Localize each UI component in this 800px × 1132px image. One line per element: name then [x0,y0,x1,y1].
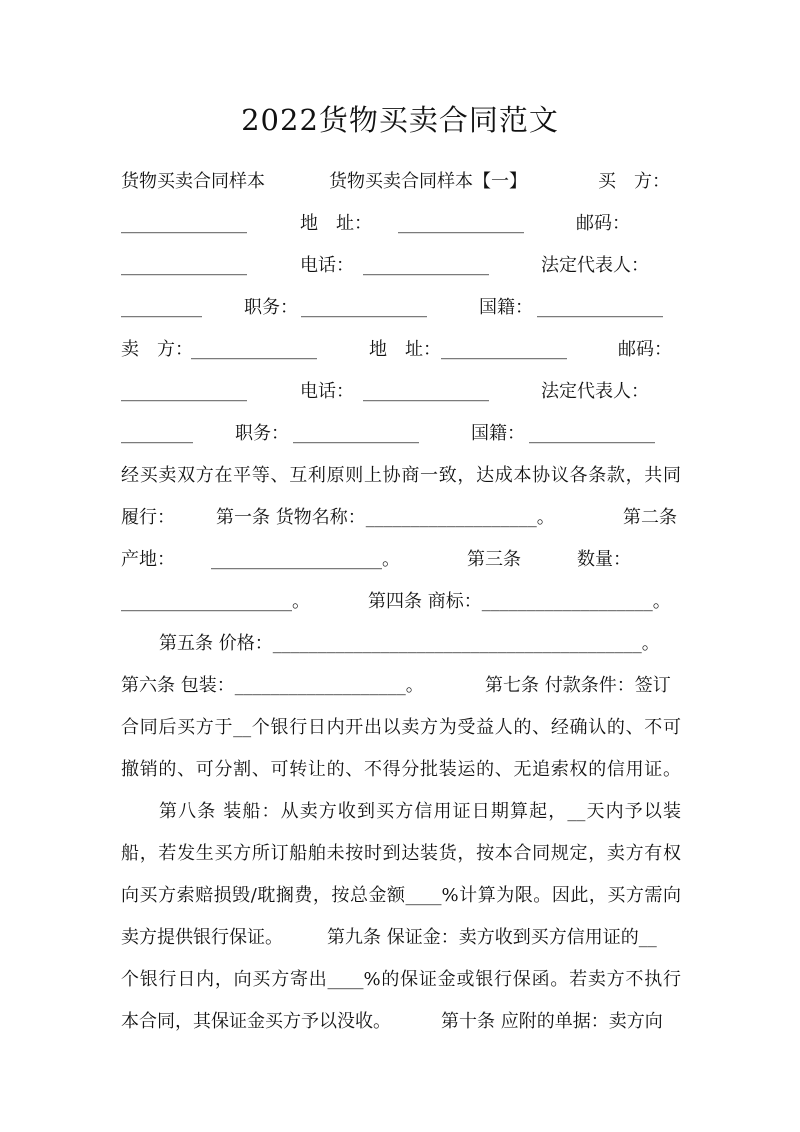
blank-field: ______________ [121,213,247,234]
blank-field: ______________ [398,213,524,234]
text-line [121,671,681,701]
text-segment: 职务： [244,297,298,318]
blank-field: ______________ [441,339,567,360]
text-segment: 法定代表人： [541,381,649,402]
text-segment: 第九条 保证金：卖方收到买方信用证的__ [327,927,657,948]
text-segment: 第二条 [623,507,677,528]
blank-field: ______________ [293,423,419,444]
text-line [121,167,681,197]
text-segment: 地 址： [369,339,441,360]
text-line [121,377,681,407]
text-segment: 国籍： [471,423,525,444]
blank-field: ______________ [121,381,247,402]
blank-field: ___________________。 [121,591,310,612]
blank-field: ______________ [363,255,489,276]
text-line [121,251,681,281]
text-segment: 第一条 货物名称：___________________。 [216,507,555,528]
text-line: 向买方索赔损毁/耽搁费，按总金额____%计算为限。因此，买方需向 [121,885,681,906]
text-segment: 卖方提供银行保证。 [121,927,283,948]
text-segment: 第五条 价格：_________________________________________。 [159,633,660,654]
text-line: 船，若发生买方所订船舶未按时到达装货，按本合同规定，卖方有权 [121,843,681,864]
text-segment: 数量： [577,549,631,570]
text-line [121,629,681,659]
text-segment: 邮码： [618,339,672,360]
text-segment: 本合同，其保证金买方予以没收。 [121,1011,391,1032]
text-line: 撤销的、可分割、可转让的、不得分批装运的、无追索权的信用证。 [121,759,681,780]
blank-field: ______________ [121,255,247,276]
text-segment: 法定代表人： [541,255,649,276]
text-segment: 职务： [235,423,289,444]
text-segment: 第十条 应附的单据：卖方向 [441,1011,663,1032]
text-segment: 买 方： [598,171,670,192]
text-line [121,419,681,449]
text-line [121,545,681,575]
document-title: 2022货物买卖合同范文 [241,103,559,137]
text-segment: 第七条 付款条件：签订 [485,675,671,696]
text-line [121,1007,681,1037]
text-line: 合同后买方于__个银行日内开出以卖方为受益人的、经确认的、不可 [121,717,681,738]
text-line [121,335,681,365]
blank-field: ______________ [529,423,655,444]
text-segment: 卖 方： [121,339,193,360]
blank-field: ______________ [191,339,317,360]
text-line [121,923,681,953]
text-segment: 电话： [300,381,354,402]
text-segment: 履行： [121,507,175,528]
text-segment: 第六条 包装：___________________。 [121,675,424,696]
text-line [121,587,681,617]
blank-field: ______________ [363,381,489,402]
text-segment: 货物买卖合同样本【一】 [329,171,527,192]
blank-field: ______________ [537,297,663,318]
text-line [121,503,681,533]
text-segment: 国籍： [479,297,533,318]
text-line: 个银行日内，向买方寄出____%的保证金或银行保函。若卖方不执行 [121,969,681,990]
text-line [121,209,681,239]
blank-field: _________ [121,297,202,318]
text-segment: 第四条 商标：___________________。 [368,591,671,612]
blank-field: ___________________。 [211,549,400,570]
text-segment: 电话： [300,255,354,276]
text-line [121,293,681,323]
text-segment: 第三条 [467,549,521,570]
text-segment: 货物买卖合同样本 [121,171,265,192]
blank-field: ______________ [301,297,427,318]
text-line: 第八条 装船：从卖方收到买方信用证日期算起，__天内予以装 [159,801,681,822]
text-segment: 地 址： [300,213,372,234]
text-segment: 产地： [121,549,175,570]
text-line: 经买卖双方在平等、互利原则上协商一致，达成本协议各条款，共同 [121,465,681,486]
blank-field: ________ [121,423,193,444]
text-segment: 邮码： [576,213,630,234]
